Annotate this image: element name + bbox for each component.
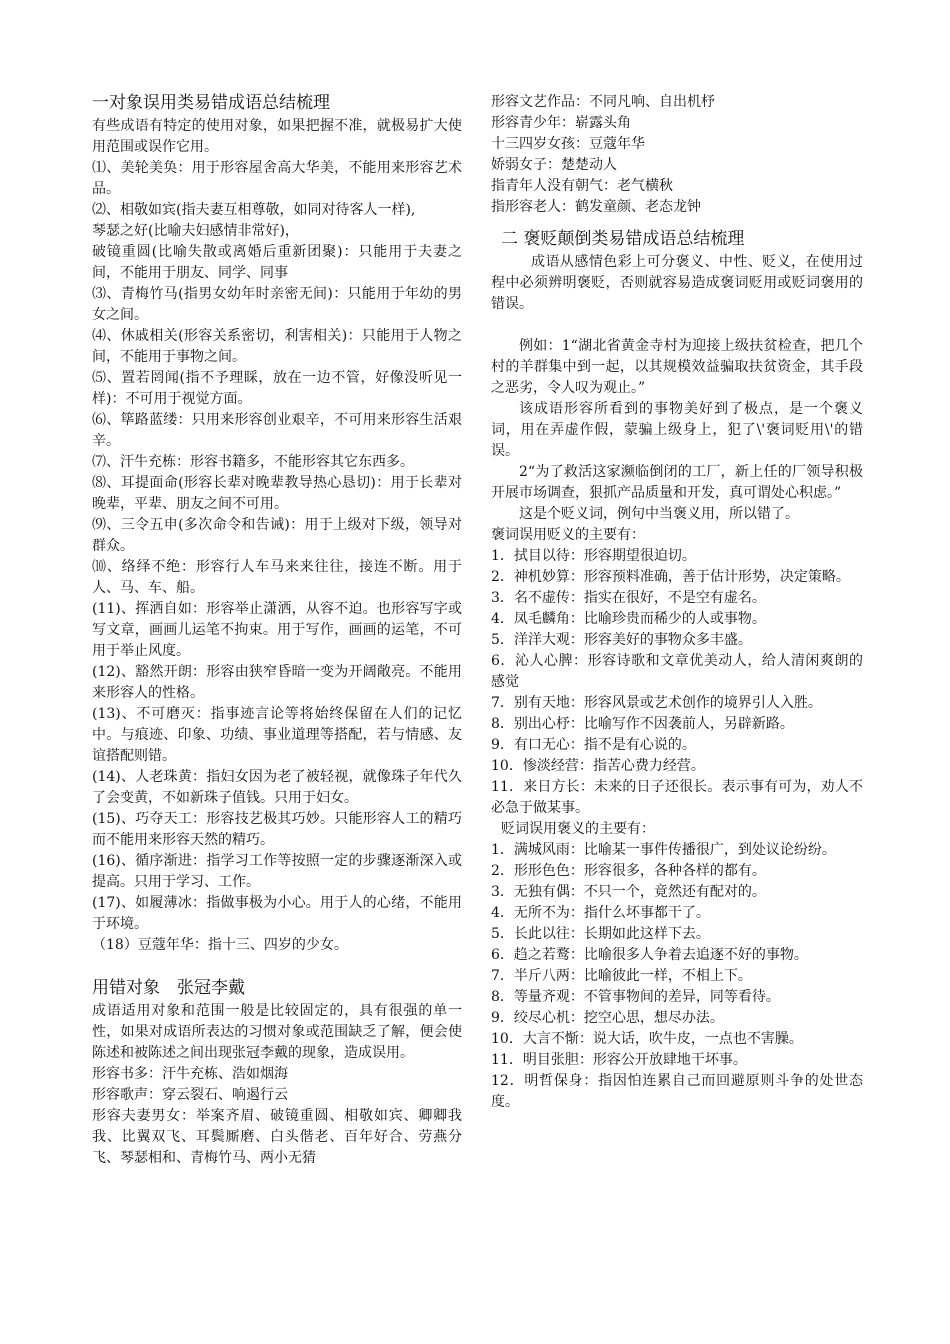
list-item: ⑴、美轮美奂：用于形容屋舍高大华美，不能用来形容艺术品。 — [92, 160, 462, 197]
list-item: 6．趋之若鹜：比喻很多人争着去追逐不好的事物。 — [491, 947, 808, 963]
list-item: 3．无独有偶：不只一个，竟然还有配对的。 — [491, 884, 766, 900]
list-item: ⑻、耳提面命(形容长辈对晚辈教导热心恳切)：用于长辈对晚辈，平辈、朋友之间不可用。 — [92, 475, 462, 512]
list-item: 5．长此以往：长期如此这样下去。 — [491, 926, 710, 942]
list-item: 11．来日方长：未来的日子还很长。表示事有可为，劝人不必急于做某事。 — [491, 779, 863, 816]
list-item: 5．洋洋大观：形容美好的事物众多丰盛。 — [491, 632, 752, 648]
list-item: (15)、巧夺天工：形容技艺极其巧妙。只能形容人工的精巧而不能用来形容天然的精巧。 — [92, 811, 462, 848]
list-item: (17)、如履薄冰：指做事极为小心。用于人的心绪，不能用于环境。 — [92, 895, 462, 932]
list-item: ⑵、相敬如宾(指夫妻互相尊敬，如同对待客人一样), — [92, 202, 416, 218]
list-item: 9．有口无心：指不是有心说的。 — [491, 737, 696, 753]
list-item: 琴瑟之好(比喻夫妇感情非常好)， — [92, 223, 299, 239]
list-item: 1．拭目以待：形容期望很迫切。 — [491, 548, 696, 564]
list-item: (12)、豁然开朗：形容由狭窄昏暗一变为开阔敞亮。不能用来形容人的性格。 — [92, 664, 462, 701]
list-item: 7．半斤八两：比喻彼此一样，不相上下。 — [491, 968, 752, 984]
list-item: ⑷、休戚相关(形容关系密切，利害相关)：只能用于人物之间，不能用于事物之间。 — [92, 328, 462, 365]
list-item: (16)、循序渐进：指学习工作等按照一定的步骤逐渐深入或提高。只用于学习、工作。 — [92, 853, 462, 890]
list-item: 8．别出心杼：比喻写作不因袭前人，另辟新路。 — [491, 716, 794, 732]
object-line: 指形容老人：鹤发童颜、老态龙钟 — [491, 199, 701, 215]
right-column — [491, 92, 863, 1113]
example-paragraph: 例如：1“湖北省黄金寺村为迎接上级扶贫检查，把几个村的羊群集中到一起，以其规模效益骗取扶贫资金，其手段之恶劣，令人叹为观止。” — [491, 338, 863, 396]
list-item: 12．明哲保身：指因怕连累自己而回避原则斗争的处世态度。 — [491, 1073, 863, 1110]
spacer — [92, 956, 462, 977]
left-column — [92, 92, 462, 1169]
list-item: 11．明目张胆：形容公开放肆地干坏事。 — [491, 1052, 747, 1068]
subsection-title: 贬词误用褒义的主要有： — [501, 821, 655, 837]
object-line: 指青年人没有朝气：老气横秋 — [491, 178, 673, 194]
list-item: (14)、人老珠黄：指妇女因为老了被轻视，就像珠子年代久了会变黄，不如新珠子值钱。只用于妇女。 — [92, 769, 462, 806]
subsection-title: 褒词误用贬义的主要有： — [491, 527, 645, 543]
list-item: 7．别有天地：形容风景或艺术创作的境界引人入胜。 — [491, 695, 822, 711]
list-item: ⑺、汗牛充栋：形容书籍多，不能形容其它东西多。 — [92, 454, 414, 470]
intro-paragraph: 成语从感情色彩上可分褒义、中性、贬义，在使用过程中必须辨明褒贬，否则就容易造成褒词贬用或贬词褒用的错误。 — [491, 254, 863, 312]
spacer — [491, 315, 863, 336]
object-line: 娇弱女子：楚楚动人 — [491, 157, 617, 173]
list-item: 6．沁人心脾：形容诗歌和文章优美动人，给人清闲爽朗的感觉 — [491, 653, 863, 690]
explanation-paragraph: 这是个贬义词，例句中当褒义用，所以错了。 — [519, 506, 799, 522]
list-item: 9．绞尽心机：挖空心思，想尽办法。 — [491, 1010, 724, 1026]
example-paragraph: 2“为了救活这家濒临倒闭的工厂，新上任的厂领导积极开展市场调查，狠抓产品质量和开发，真可谓处心积虑。” — [491, 464, 863, 501]
list-item: 2．形形色色：形容很多，各种各样的都有。 — [491, 863, 766, 879]
explanation-paragraph: 该成语形容所看到的事物美好到了极点，是一个褒义词，用在弄虚作假，蒙骗上级身上，犯了\'褒词贬用\'的错误。 — [491, 401, 863, 459]
list-item: 10．惨淡经营：指苦心费力经营。 — [491, 758, 705, 774]
section-heading-wrong-object: 用错对象 张冠李戴 — [92, 978, 245, 998]
list-item: 1．满城风雨：比喻某一事件传播很广，到处议论纷纷。 — [491, 842, 836, 858]
spacer — [491, 218, 863, 228]
list-item: （18）豆蔻年华：指十三、四岁的少女。 — [92, 937, 348, 953]
section-heading-praise-blame: 二 褒贬颠倒类易错成语总结梳理 — [501, 229, 745, 249]
list-item: 3．名不虚传：指实在很好，不是空有虚名。 — [491, 590, 766, 606]
list-item: 4．凤毛麟角：比喻珍贵而稀少的人或事物。 — [491, 611, 766, 627]
object-line: 形容文艺作品：不同凡响、自出机杼 — [491, 94, 715, 110]
list-item: 4．无所不为：指什么坏事都干了。 — [491, 905, 710, 921]
list-item: 2．神机妙算：形容预料准确，善于估计形势，决定策略。 — [491, 569, 850, 585]
list-item: 8．等量齐观：不管事物间的差异，同等看待。 — [491, 989, 780, 1005]
object-line: 形容书多：汗牛充栋、浩如烟海 — [92, 1066, 288, 1082]
intro-paragraph: 有些成语有特定的使用对象，如果把握不准，就极易扩大使用范围或误作它用。 — [92, 118, 462, 155]
list-item: ⑼、三令五申(多次命令和告诫)：用于上级对下级，领导对群众。 — [92, 517, 462, 554]
list-item: (13)、不可磨灭：指事迹言论等将始终保留在人们的记忆中。与痕迹、印象、功绩、事业道理等搭配，若与情感、友谊搭配则错。 — [92, 706, 462, 764]
section-heading-object-misuse: 一对象误用类易错成语总结梳理 — [92, 93, 330, 113]
list-item: ⑶、青梅竹马(指男女幼年时亲密无间)：只能用于年幼的男女之间。 — [92, 286, 462, 323]
object-line: 形容歌声：穿云裂石、响遏行云 — [92, 1087, 288, 1103]
list-item: ⑸、置若罔闻(指不予理睬，放在一边不管，好像没听见一样)：不可用于视觉方面。 — [92, 370, 462, 407]
list-item: ⑽、络绎不绝：形容行人车马来来往往，接连不断。用于人、马、车、船。 — [92, 559, 462, 596]
object-line: 十三四岁女孩：豆蔻年华 — [491, 136, 645, 152]
list-item: 10．大言不惭：说大话，吹牛皮，一点也不害臊。 — [491, 1031, 803, 1047]
body-paragraph: 成语适用对象和范围一般是比较固定的，具有很强的单一性，如果对成语所表达的习惯对象或范围缺乏了解，便会使陈述和被陈述之间出现张冠李戴的现象，造成误用。 — [92, 1003, 462, 1061]
list-item: 破镜重圆(比喻失散或离婚后重新团聚)：只能用于夫妻之间，不能用于朋友、同学、同事 — [92, 244, 462, 281]
object-line: 形容夫妻男女：举案齐眉、破镜重圆、相敬如宾、卿卿我我、比翼双飞、耳鬓厮磨、白头偕老、百年好合、劳燕分飞、琴瑟相和、青梅竹马、两小无猜 — [92, 1108, 462, 1166]
list-item: ⑹、筚路蓝缕：只用来形容创业艰辛，不可用来形容生活艰辛。 — [92, 412, 462, 449]
list-item: (11)、挥洒自如：形容举止潇洒，从容不迫。也形容写字或写文章，画画儿运笔不拘束。用于写作，画画的运笔，不可用于举止风度。 — [92, 601, 462, 659]
object-line: 形容青少年：崭露头角 — [491, 115, 631, 131]
